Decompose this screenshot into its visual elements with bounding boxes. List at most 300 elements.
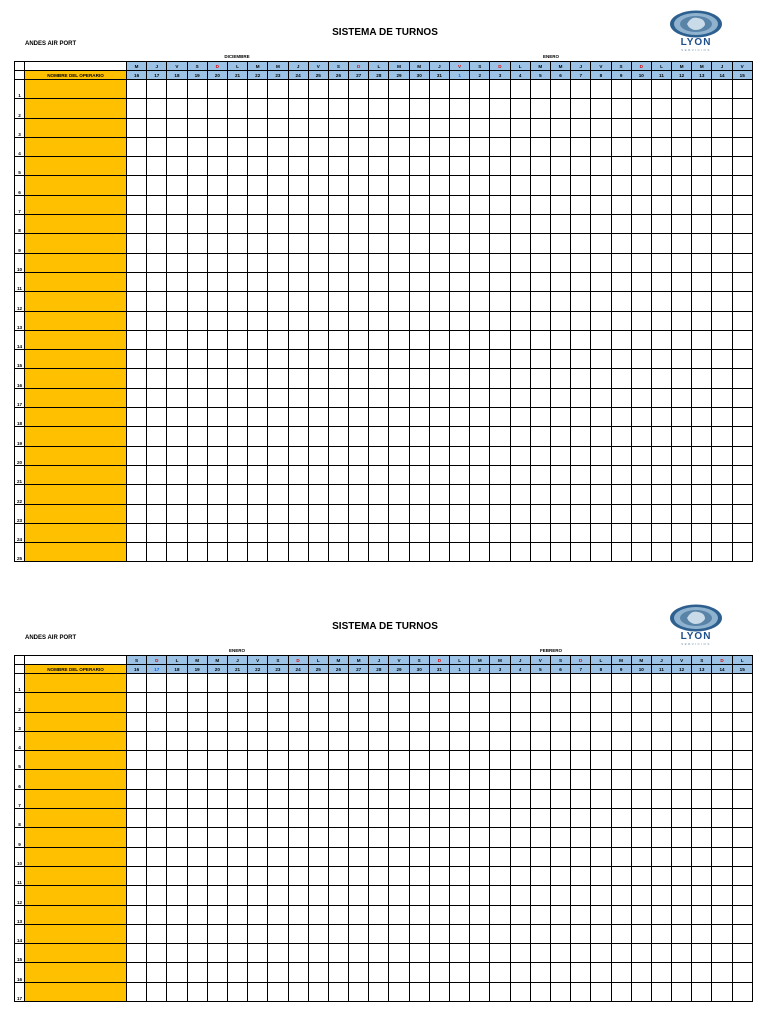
shift-cell[interactable] xyxy=(732,176,752,195)
shift-cell[interactable] xyxy=(369,504,389,523)
shift-cell[interactable] xyxy=(349,369,369,388)
shift-cell[interactable] xyxy=(429,176,449,195)
shift-cell[interactable] xyxy=(429,905,449,924)
shift-cell[interactable] xyxy=(470,446,490,465)
shift-cell[interactable] xyxy=(510,176,530,195)
shift-cell[interactable] xyxy=(550,408,570,427)
shift-cell[interactable] xyxy=(207,731,227,750)
shift-cell[interactable] xyxy=(550,292,570,311)
shift-cell[interactable] xyxy=(167,809,187,828)
shift-cell[interactable] xyxy=(672,963,692,982)
shift-cell[interactable] xyxy=(591,465,611,484)
shift-cell[interactable] xyxy=(611,543,631,562)
shift-cell[interactable] xyxy=(308,408,328,427)
shift-cell[interactable] xyxy=(167,465,187,484)
shift-cell[interactable] xyxy=(369,215,389,234)
shift-cell[interactable] xyxy=(651,504,671,523)
shift-cell[interactable] xyxy=(207,693,227,712)
shift-cell[interactable] xyxy=(349,446,369,465)
shift-cell[interactable] xyxy=(429,674,449,693)
shift-cell[interactable] xyxy=(530,982,550,1001)
shift-cell[interactable] xyxy=(550,809,570,828)
shift-cell[interactable] xyxy=(429,504,449,523)
operator-name-cell[interactable] xyxy=(25,176,127,195)
shift-cell[interactable] xyxy=(288,80,308,99)
shift-cell[interactable] xyxy=(429,427,449,446)
shift-cell[interactable] xyxy=(328,234,348,253)
shift-cell[interactable] xyxy=(409,847,429,866)
operator-name-cell[interactable] xyxy=(25,847,127,866)
shift-cell[interactable] xyxy=(611,388,631,407)
shift-cell[interactable] xyxy=(308,446,328,465)
shift-cell[interactable] xyxy=(732,253,752,272)
shift-cell[interactable] xyxy=(429,828,449,847)
shift-cell[interactable] xyxy=(187,388,207,407)
shift-cell[interactable] xyxy=(349,80,369,99)
shift-cell[interactable] xyxy=(389,770,409,789)
shift-cell[interactable] xyxy=(672,828,692,847)
shift-cell[interactable] xyxy=(389,751,409,770)
shift-cell[interactable] xyxy=(349,886,369,905)
shift-cell[interactable] xyxy=(328,674,348,693)
shift-cell[interactable] xyxy=(450,543,470,562)
shift-cell[interactable] xyxy=(167,924,187,943)
shift-cell[interactable] xyxy=(127,465,147,484)
shift-cell[interactable] xyxy=(732,80,752,99)
operator-name-cell[interactable] xyxy=(25,195,127,214)
shift-cell[interactable] xyxy=(490,253,510,272)
shift-cell[interactable] xyxy=(470,99,490,118)
shift-cell[interactable] xyxy=(631,485,651,504)
operator-name-cell[interactable] xyxy=(25,828,127,847)
shift-cell[interactable] xyxy=(450,944,470,963)
shift-cell[interactable] xyxy=(207,215,227,234)
shift-cell[interactable] xyxy=(167,118,187,137)
shift-cell[interactable] xyxy=(672,80,692,99)
shift-cell[interactable] xyxy=(207,543,227,562)
shift-cell[interactable] xyxy=(631,866,651,885)
shift-cell[interactable] xyxy=(308,427,328,446)
shift-cell[interactable] xyxy=(248,408,268,427)
shift-cell[interactable] xyxy=(510,905,530,924)
shift-cell[interactable] xyxy=(490,118,510,137)
shift-cell[interactable] xyxy=(530,828,550,847)
shift-cell[interactable] xyxy=(470,157,490,176)
shift-cell[interactable] xyxy=(712,446,732,465)
shift-cell[interactable] xyxy=(510,963,530,982)
shift-cell[interactable] xyxy=(167,195,187,214)
shift-cell[interactable] xyxy=(530,674,550,693)
shift-cell[interactable] xyxy=(147,485,167,504)
shift-cell[interactable] xyxy=(288,215,308,234)
shift-cell[interactable] xyxy=(288,195,308,214)
shift-cell[interactable] xyxy=(187,809,207,828)
shift-cell[interactable] xyxy=(510,408,530,427)
shift-cell[interactable] xyxy=(692,543,712,562)
shift-cell[interactable] xyxy=(187,157,207,176)
shift-cell[interactable] xyxy=(167,350,187,369)
shift-cell[interactable] xyxy=(712,311,732,330)
shift-cell[interactable] xyxy=(268,330,288,349)
shift-cell[interactable] xyxy=(530,195,550,214)
shift-cell[interactable] xyxy=(409,465,429,484)
shift-cell[interactable] xyxy=(369,176,389,195)
shift-cell[interactable] xyxy=(692,963,712,982)
shift-cell[interactable] xyxy=(712,770,732,789)
shift-cell[interactable] xyxy=(490,408,510,427)
shift-cell[interactable] xyxy=(631,543,651,562)
shift-cell[interactable] xyxy=(692,847,712,866)
shift-cell[interactable] xyxy=(429,523,449,542)
shift-cell[interactable] xyxy=(167,847,187,866)
shift-cell[interactable] xyxy=(268,195,288,214)
shift-cell[interactable] xyxy=(550,712,570,731)
shift-cell[interactable] xyxy=(631,770,651,789)
shift-cell[interactable] xyxy=(389,543,409,562)
shift-cell[interactable] xyxy=(207,712,227,731)
shift-cell[interactable] xyxy=(490,157,510,176)
shift-cell[interactable] xyxy=(328,137,348,156)
shift-cell[interactable] xyxy=(672,99,692,118)
operator-name-cell[interactable] xyxy=(25,80,127,99)
shift-cell[interactable] xyxy=(591,674,611,693)
operator-name-cell[interactable] xyxy=(25,465,127,484)
shift-cell[interactable] xyxy=(631,118,651,137)
shift-cell[interactable] xyxy=(712,789,732,808)
shift-cell[interactable] xyxy=(732,828,752,847)
shift-cell[interactable] xyxy=(631,176,651,195)
shift-cell[interactable] xyxy=(288,311,308,330)
shift-cell[interactable] xyxy=(308,369,328,388)
shift-cell[interactable] xyxy=(611,408,631,427)
operator-name-cell[interactable] xyxy=(25,215,127,234)
operator-name-cell[interactable] xyxy=(25,446,127,465)
shift-cell[interactable] xyxy=(712,944,732,963)
operator-name-cell[interactable] xyxy=(25,504,127,523)
shift-cell[interactable] xyxy=(550,693,570,712)
shift-cell[interactable] xyxy=(450,292,470,311)
shift-cell[interactable] xyxy=(207,369,227,388)
shift-cell[interactable] xyxy=(611,176,631,195)
shift-cell[interactable] xyxy=(571,427,591,446)
shift-cell[interactable] xyxy=(369,369,389,388)
shift-cell[interactable] xyxy=(712,369,732,388)
shift-cell[interactable] xyxy=(470,770,490,789)
shift-cell[interactable] xyxy=(550,99,570,118)
shift-cell[interactable] xyxy=(611,963,631,982)
shift-cell[interactable] xyxy=(268,388,288,407)
shift-cell[interactable] xyxy=(187,789,207,808)
shift-cell[interactable] xyxy=(631,253,651,272)
shift-cell[interactable] xyxy=(571,465,591,484)
shift-cell[interactable] xyxy=(147,504,167,523)
operator-name-cell[interactable] xyxy=(25,523,127,542)
shift-cell[interactable] xyxy=(672,350,692,369)
shift-cell[interactable] xyxy=(349,408,369,427)
shift-cell[interactable] xyxy=(631,388,651,407)
shift-cell[interactable] xyxy=(187,924,207,943)
shift-cell[interactable] xyxy=(369,272,389,291)
shift-cell[interactable] xyxy=(127,388,147,407)
operator-name-cell[interactable] xyxy=(25,751,127,770)
shift-cell[interactable] xyxy=(450,751,470,770)
shift-cell[interactable] xyxy=(268,427,288,446)
shift-cell[interactable] xyxy=(712,828,732,847)
shift-cell[interactable] xyxy=(268,465,288,484)
shift-cell[interactable] xyxy=(651,944,671,963)
shift-cell[interactable] xyxy=(631,982,651,1001)
shift-cell[interactable] xyxy=(328,176,348,195)
shift-cell[interactable] xyxy=(127,427,147,446)
shift-cell[interactable] xyxy=(207,388,227,407)
shift-cell[interactable] xyxy=(248,674,268,693)
shift-cell[interactable] xyxy=(207,311,227,330)
shift-cell[interactable] xyxy=(268,446,288,465)
shift-cell[interactable] xyxy=(288,751,308,770)
shift-cell[interactable] xyxy=(328,465,348,484)
shift-cell[interactable] xyxy=(591,369,611,388)
shift-cell[interactable] xyxy=(591,809,611,828)
shift-cell[interactable] xyxy=(207,195,227,214)
shift-cell[interactable] xyxy=(409,751,429,770)
shift-cell[interactable] xyxy=(288,369,308,388)
shift-cell[interactable] xyxy=(147,465,167,484)
shift-cell[interactable] xyxy=(672,485,692,504)
shift-cell[interactable] xyxy=(227,118,247,137)
shift-cell[interactable] xyxy=(429,944,449,963)
shift-cell[interactable] xyxy=(692,234,712,253)
shift-cell[interactable] xyxy=(672,523,692,542)
shift-cell[interactable] xyxy=(288,504,308,523)
shift-cell[interactable] xyxy=(591,982,611,1001)
shift-cell[interactable] xyxy=(571,944,591,963)
shift-cell[interactable] xyxy=(651,137,671,156)
shift-cell[interactable] xyxy=(692,350,712,369)
shift-cell[interactable] xyxy=(349,272,369,291)
shift-cell[interactable] xyxy=(450,408,470,427)
shift-cell[interactable] xyxy=(631,427,651,446)
shift-cell[interactable] xyxy=(692,751,712,770)
shift-cell[interactable] xyxy=(127,485,147,504)
shift-cell[interactable] xyxy=(187,543,207,562)
shift-cell[interactable] xyxy=(672,215,692,234)
shift-cell[interactable] xyxy=(207,789,227,808)
shift-cell[interactable] xyxy=(167,886,187,905)
shift-cell[interactable] xyxy=(550,369,570,388)
shift-cell[interactable] xyxy=(429,350,449,369)
shift-cell[interactable] xyxy=(692,809,712,828)
shift-cell[interactable] xyxy=(187,828,207,847)
shift-cell[interactable] xyxy=(389,809,409,828)
shift-cell[interactable] xyxy=(147,446,167,465)
shift-cell[interactable] xyxy=(369,234,389,253)
shift-cell[interactable] xyxy=(328,693,348,712)
shift-cell[interactable] xyxy=(651,330,671,349)
shift-cell[interactable] xyxy=(409,446,429,465)
shift-cell[interactable] xyxy=(651,292,671,311)
shift-cell[interactable] xyxy=(651,886,671,905)
shift-cell[interactable] xyxy=(712,924,732,943)
shift-cell[interactable] xyxy=(450,982,470,1001)
shift-cell[interactable] xyxy=(167,388,187,407)
shift-cell[interactable] xyxy=(227,99,247,118)
shift-cell[interactable] xyxy=(530,311,550,330)
shift-cell[interactable] xyxy=(672,408,692,427)
shift-cell[interactable] xyxy=(510,944,530,963)
shift-cell[interactable] xyxy=(550,944,570,963)
shift-cell[interactable] xyxy=(167,446,187,465)
shift-cell[interactable] xyxy=(328,543,348,562)
shift-cell[interactable] xyxy=(268,751,288,770)
shift-cell[interactable] xyxy=(611,118,631,137)
shift-cell[interactable] xyxy=(530,176,550,195)
shift-cell[interactable] xyxy=(167,693,187,712)
shift-cell[interactable] xyxy=(550,330,570,349)
shift-cell[interactable] xyxy=(227,80,247,99)
shift-cell[interactable] xyxy=(571,195,591,214)
shift-cell[interactable] xyxy=(268,504,288,523)
shift-cell[interactable] xyxy=(187,847,207,866)
shift-cell[interactable] xyxy=(631,523,651,542)
shift-cell[interactable] xyxy=(409,543,429,562)
shift-cell[interactable] xyxy=(611,485,631,504)
shift-cell[interactable] xyxy=(571,176,591,195)
shift-cell[interactable] xyxy=(389,195,409,214)
shift-cell[interactable] xyxy=(328,99,348,118)
shift-cell[interactable] xyxy=(369,292,389,311)
shift-cell[interactable] xyxy=(308,866,328,885)
shift-cell[interactable] xyxy=(651,982,671,1001)
shift-cell[interactable] xyxy=(571,789,591,808)
shift-cell[interactable] xyxy=(470,292,490,311)
shift-cell[interactable] xyxy=(187,253,207,272)
shift-cell[interactable] xyxy=(268,674,288,693)
shift-cell[interactable] xyxy=(187,427,207,446)
shift-cell[interactable] xyxy=(147,253,167,272)
shift-cell[interactable] xyxy=(127,118,147,137)
shift-cell[interactable] xyxy=(672,731,692,750)
shift-cell[interactable] xyxy=(147,350,167,369)
shift-cell[interactable] xyxy=(470,982,490,1001)
shift-cell[interactable] xyxy=(328,330,348,349)
shift-cell[interactable] xyxy=(510,693,530,712)
shift-cell[interactable] xyxy=(672,388,692,407)
shift-cell[interactable] xyxy=(712,731,732,750)
shift-cell[interactable] xyxy=(248,195,268,214)
shift-cell[interactable] xyxy=(268,272,288,291)
shift-cell[interactable] xyxy=(389,137,409,156)
shift-cell[interactable] xyxy=(187,99,207,118)
shift-cell[interactable] xyxy=(591,408,611,427)
shift-cell[interactable] xyxy=(712,118,732,137)
shift-cell[interactable] xyxy=(732,543,752,562)
shift-cell[interactable] xyxy=(349,157,369,176)
shift-cell[interactable] xyxy=(127,446,147,465)
shift-cell[interactable] xyxy=(227,944,247,963)
shift-cell[interactable] xyxy=(248,157,268,176)
shift-cell[interactable] xyxy=(369,80,389,99)
shift-cell[interactable] xyxy=(268,350,288,369)
shift-cell[interactable] xyxy=(631,137,651,156)
shift-cell[interactable] xyxy=(672,770,692,789)
shift-cell[interactable] xyxy=(127,543,147,562)
shift-cell[interactable] xyxy=(550,465,570,484)
shift-cell[interactable] xyxy=(631,751,651,770)
shift-cell[interactable] xyxy=(187,731,207,750)
shift-cell[interactable] xyxy=(308,388,328,407)
shift-cell[interactable] xyxy=(470,847,490,866)
shift-cell[interactable] xyxy=(510,369,530,388)
shift-cell[interactable] xyxy=(167,272,187,291)
shift-cell[interactable] xyxy=(308,731,328,750)
shift-cell[interactable] xyxy=(288,427,308,446)
shift-cell[interactable] xyxy=(127,272,147,291)
shift-cell[interactable] xyxy=(349,99,369,118)
shift-cell[interactable] xyxy=(571,963,591,982)
shift-cell[interactable] xyxy=(510,446,530,465)
shift-cell[interactable] xyxy=(328,712,348,731)
shift-cell[interactable] xyxy=(530,253,550,272)
shift-cell[interactable] xyxy=(732,350,752,369)
shift-cell[interactable] xyxy=(672,330,692,349)
shift-cell[interactable] xyxy=(147,234,167,253)
shift-cell[interactable] xyxy=(409,388,429,407)
shift-cell[interactable] xyxy=(692,828,712,847)
shift-cell[interactable] xyxy=(429,963,449,982)
operator-name-cell[interactable] xyxy=(25,731,127,750)
shift-cell[interactable] xyxy=(147,523,167,542)
shift-cell[interactable] xyxy=(227,751,247,770)
shift-cell[interactable] xyxy=(651,674,671,693)
shift-cell[interactable] xyxy=(692,369,712,388)
shift-cell[interactable] xyxy=(248,982,268,1001)
shift-cell[interactable] xyxy=(248,866,268,885)
shift-cell[interactable] xyxy=(490,446,510,465)
shift-cell[interactable] xyxy=(470,465,490,484)
shift-cell[interactable] xyxy=(248,80,268,99)
shift-cell[interactable] xyxy=(450,253,470,272)
shift-cell[interactable] xyxy=(591,543,611,562)
shift-cell[interactable] xyxy=(510,99,530,118)
shift-cell[interactable] xyxy=(429,485,449,504)
shift-cell[interactable] xyxy=(631,215,651,234)
shift-cell[interactable] xyxy=(349,789,369,808)
shift-cell[interactable] xyxy=(187,963,207,982)
shift-cell[interactable] xyxy=(389,388,409,407)
shift-cell[interactable] xyxy=(147,118,167,137)
shift-cell[interactable] xyxy=(530,543,550,562)
shift-cell[interactable] xyxy=(248,137,268,156)
shift-cell[interactable] xyxy=(328,504,348,523)
shift-cell[interactable] xyxy=(207,157,227,176)
shift-cell[interactable] xyxy=(328,292,348,311)
shift-cell[interactable] xyxy=(187,886,207,905)
shift-cell[interactable] xyxy=(187,80,207,99)
shift-cell[interactable] xyxy=(611,465,631,484)
shift-cell[interactable] xyxy=(187,712,207,731)
shift-cell[interactable] xyxy=(207,770,227,789)
shift-cell[interactable] xyxy=(530,137,550,156)
shift-cell[interactable] xyxy=(187,369,207,388)
shift-cell[interactable] xyxy=(248,944,268,963)
shift-cell[interactable] xyxy=(672,674,692,693)
shift-cell[interactable] xyxy=(692,693,712,712)
shift-cell[interactable] xyxy=(429,195,449,214)
operator-name-cell[interactable] xyxy=(25,137,127,156)
shift-cell[interactable] xyxy=(369,886,389,905)
shift-cell[interactable] xyxy=(550,157,570,176)
shift-cell[interactable] xyxy=(429,118,449,137)
